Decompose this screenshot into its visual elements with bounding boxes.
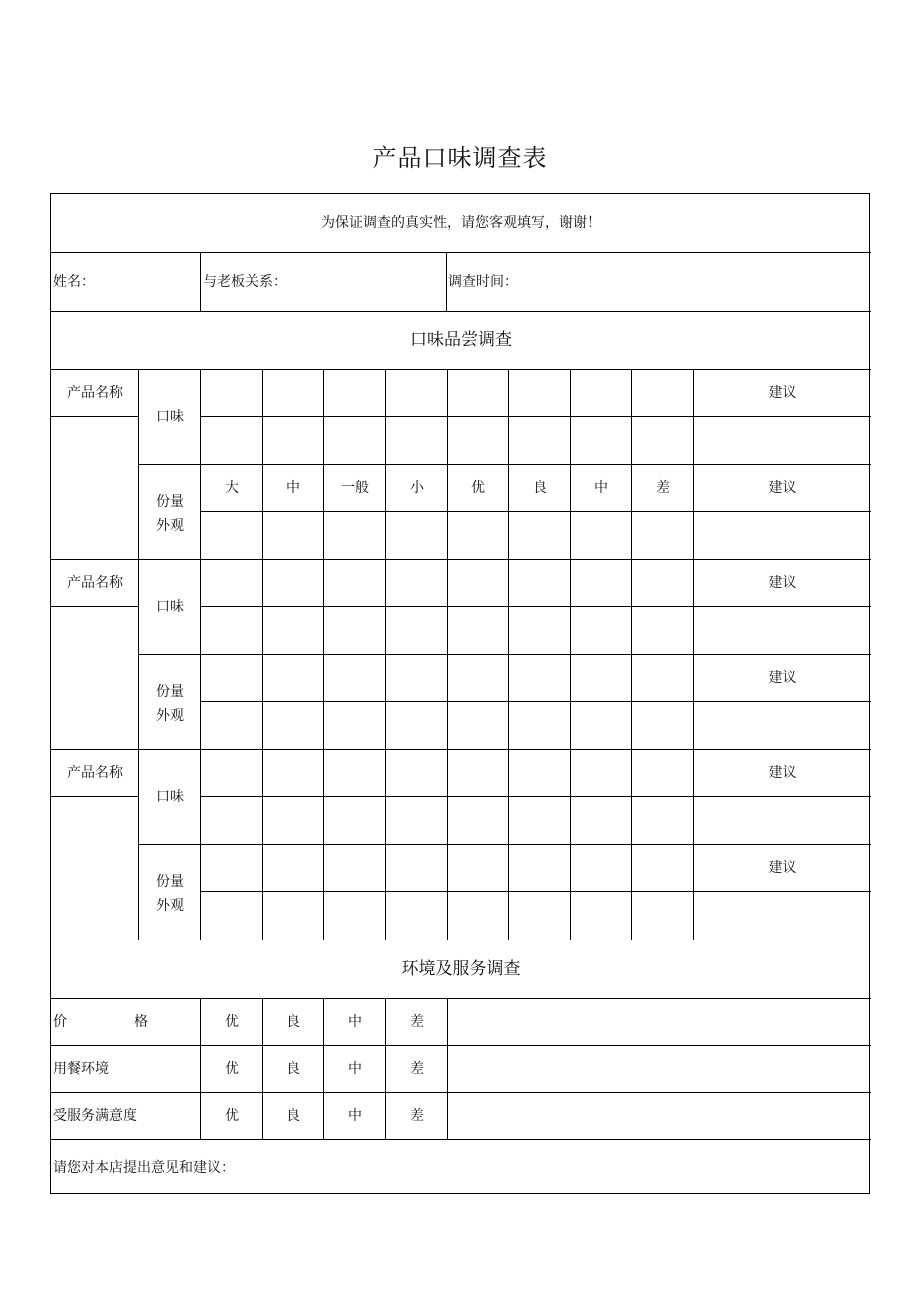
service-row-satisfaction-label: 受服务满意度 [53, 1108, 137, 1124]
col-divider [631, 370, 632, 560]
suggestion-label: 建议 [768, 385, 797, 401]
row-divider [201, 891, 871, 892]
suggestion-label: 建议 [768, 480, 797, 496]
row-divider [201, 701, 871, 702]
appearance-label: 外观 [156, 708, 184, 724]
col-divider [508, 560, 509, 750]
col-divider [262, 560, 263, 750]
col-divider [447, 560, 448, 750]
service-rating-option: 良 [286, 1014, 300, 1030]
service-rating-option: 差 [410, 1108, 424, 1124]
product-name-divider [51, 416, 139, 417]
col-divider [385, 560, 386, 750]
col-divider [262, 750, 263, 940]
rating-option-header: 小 [410, 480, 424, 496]
col-divider [447, 750, 448, 940]
product-name-label: 产品名称 [67, 575, 123, 591]
rating-option-header: 差 [656, 480, 670, 496]
rating-option-header: 中 [286, 480, 300, 496]
col-divider [385, 750, 386, 940]
col-divider [323, 999, 324, 1140]
col-divider [385, 999, 386, 1140]
service-rating-option: 中 [348, 1061, 362, 1077]
taste-label: 口味 [156, 409, 184, 425]
row-divider [51, 1045, 871, 1046]
col-divider [446, 253, 447, 312]
service-rating-option: 中 [348, 1108, 362, 1124]
row-divider [51, 998, 871, 999]
col-divider [200, 999, 201, 1140]
service-row-price-label [53, 1012, 148, 1032]
service-rating-option: 优 [225, 1014, 239, 1030]
service-rating-option: 良 [286, 1108, 300, 1124]
col-divider [508, 370, 509, 560]
taste-label: 口味 [156, 789, 184, 805]
row-divider [51, 252, 871, 253]
col-divider [200, 253, 201, 312]
notice-text: 为保证调查的真实性，请您客观填写，谢谢！ [321, 215, 601, 231]
product-name-label: 产品名称 [67, 765, 123, 781]
row-divider [51, 1139, 871, 1140]
col-divider [570, 750, 571, 940]
col-divider [447, 370, 448, 560]
service-rating-option: 中 [348, 1014, 362, 1030]
col-divider [385, 370, 386, 560]
service-row-environment-label: 用餐环境 [53, 1061, 109, 1077]
row-divider [201, 796, 871, 797]
block-divider [51, 559, 871, 560]
service-rating-option: 良 [286, 1061, 300, 1077]
relation-field-label: 与老板关系： [203, 274, 287, 290]
product-name-label: 产品名称 [67, 385, 123, 401]
rating-option-header: 中 [594, 480, 608, 496]
taste-label: 口味 [156, 599, 184, 615]
col-divider [323, 560, 324, 750]
col-divider [262, 370, 263, 560]
row-divider [139, 844, 871, 845]
col-divider [323, 370, 324, 560]
suggestion-label: 建议 [768, 670, 797, 686]
col-divider [631, 750, 632, 940]
col-divider [570, 560, 571, 750]
service-rating-option: 优 [225, 1108, 239, 1124]
col-divider [323, 750, 324, 940]
row-divider [139, 464, 871, 465]
portion-label: 份量 [156, 494, 184, 510]
row-divider [51, 369, 871, 370]
col-divider [570, 370, 571, 560]
row-divider [51, 311, 871, 312]
rating-option-header: 优 [471, 480, 485, 496]
survey-form [50, 193, 870, 1194]
row-divider [201, 511, 871, 512]
price-label-left: 价 [53, 1014, 67, 1030]
rating-option-header: 一般 [341, 480, 369, 496]
portion-label: 份量 [156, 874, 184, 890]
col-divider [508, 750, 509, 940]
suggestion-label: 建议 [768, 575, 797, 591]
product-name-divider [51, 606, 139, 607]
rating-option-header: 良 [533, 480, 547, 496]
appearance-label: 外观 [156, 898, 184, 914]
service-rating-option: 差 [410, 1014, 424, 1030]
suggestion-label: 建议 [768, 860, 797, 876]
block-divider [51, 749, 871, 750]
appearance-label: 外观 [156, 518, 184, 534]
rating-option-header: 大 [225, 480, 239, 496]
taste-section-heading: 口味品尝调查 [410, 330, 512, 350]
service-section-heading: 环境及服务调查 [401, 959, 521, 979]
row-divider [139, 654, 871, 655]
feedback-label: 请您对本店提出意见和建议： [53, 1160, 235, 1176]
col-divider [447, 999, 448, 1140]
name-field-label: 姓名： [53, 274, 95, 290]
service-rating-option: 优 [225, 1061, 239, 1077]
price-label-right: 格 [134, 1014, 148, 1030]
portion-label: 份量 [156, 684, 184, 700]
survey-time-field-label: 调查时间： [448, 274, 518, 290]
product-name-divider [51, 796, 139, 797]
col-divider [631, 560, 632, 750]
row-divider [51, 1092, 871, 1093]
suggestion-label: 建议 [768, 765, 797, 781]
page-title: 产品口味调查表 [372, 144, 548, 172]
service-rating-option: 差 [410, 1061, 424, 1077]
row-divider [201, 416, 871, 417]
row-divider [201, 606, 871, 607]
